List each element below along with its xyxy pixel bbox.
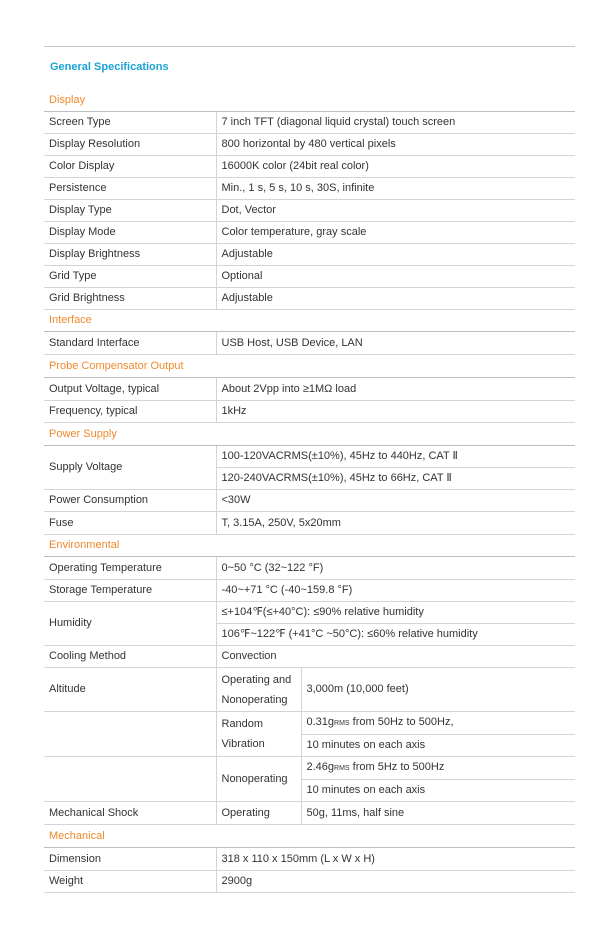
spec-value: 7 inch TFT (diagonal liquid crystal) touch screen <box>216 112 575 134</box>
table-row <box>44 222 575 244</box>
vibration-cond-line-2: Vibration <box>221 738 265 750</box>
spec-label: Fuse <box>44 512 216 535</box>
section-display <box>44 89 575 112</box>
spec-label: Color Display <box>44 156 216 178</box>
vibration-line-2: 10 minutes on each axis <box>306 739 426 751</box>
table-row <box>44 178 575 200</box>
table-row <box>44 580 575 602</box>
vibration-line-1 <box>302 712 576 735</box>
table-row <box>44 134 575 156</box>
spec-value: USB Host, USB Device, LAN <box>216 332 575 355</box>
spec-value <box>301 712 575 757</box>
spec-label: Grid Type <box>44 266 216 288</box>
spec-value: 0~50 °C (32~122 °F) <box>216 557 575 580</box>
vibration-g: 0.31g <box>306 716 335 728</box>
spec-value: 50g, 11ms, half sine <box>301 802 575 825</box>
spec-value: 1kHz <box>216 401 575 423</box>
spec-value <box>301 757 575 802</box>
spec-value: -40~+71 °C (-40~159.8 °F) <box>216 580 575 602</box>
nonop-rest: from 5Hz to 500Hz <box>349 761 445 773</box>
table-row <box>44 112 575 134</box>
section-label: Mechanical <box>44 825 575 848</box>
spec-value: About 2Vpp into ≥1MΩ load <box>216 378 575 401</box>
section-label: Probe Compensator Output <box>44 355 575 378</box>
section-environmental <box>44 535 575 557</box>
spec-label: Display Type <box>44 200 216 222</box>
table-row <box>44 602 575 646</box>
spec-label: Weight <box>44 871 216 893</box>
table-row <box>44 156 575 178</box>
spec-label: Persistence <box>44 178 216 200</box>
spec-label: Frequency, typical <box>44 401 216 423</box>
top-rule <box>44 46 575 47</box>
spec-label: Display Resolution <box>44 134 216 156</box>
spec-label: Supply Voltage <box>44 446 216 490</box>
spec-value: Optional <box>216 266 575 288</box>
section-label: Power Supply <box>44 423 575 446</box>
spec-label: Screen Type <box>44 112 216 134</box>
supply-line-1: 100-120VACRMS(±10%), 45Hz to 440Hz, CAT Ⅱ <box>217 446 576 468</box>
altitude-cond-line-1: Operating and <box>221 673 292 686</box>
spec-value: 800 horizontal by 480 vertical pixels <box>216 134 575 156</box>
rms-subscript: RMS <box>334 765 350 772</box>
table-row <box>44 802 575 825</box>
spec-value: Adjustable <box>216 244 575 266</box>
section-label: Display <box>44 89 575 112</box>
spec-table <box>44 89 575 893</box>
table-row <box>44 646 575 668</box>
humidity-line-2: 106℉~122℉ (+41°C ~50°C): ≤60% relative humidity <box>221 628 478 640</box>
spec-value: 3,000m (10,000 feet) <box>301 668 575 712</box>
table-row <box>44 200 575 222</box>
spec-label: Cooling Method <box>44 646 216 668</box>
spec-value: Dot, Vector <box>216 200 575 222</box>
table-row <box>44 757 575 802</box>
table-row <box>44 668 575 712</box>
spec-value: Min., 1 s, 5 s, 10 s, 30S, infinite <box>216 178 575 200</box>
table-row <box>44 446 575 490</box>
rms-subscript: RMS <box>334 720 350 727</box>
spec-value: 318 x 110 x 150mm (L x W x H) <box>216 848 575 871</box>
spec-label-empty <box>44 757 216 802</box>
spec-label: Humidity <box>44 602 216 646</box>
table-row <box>44 512 575 535</box>
section-power <box>44 423 575 446</box>
spec-condition <box>216 712 301 757</box>
altitude-cond-line-2: Nonoperating <box>221 693 288 706</box>
spec-label: Display Mode <box>44 222 216 244</box>
table-row <box>44 712 575 757</box>
spec-value: Adjustable <box>216 288 575 310</box>
spec-label: Output Voltage, typical <box>44 378 216 401</box>
nonop-line-2: 10 minutes on each axis <box>306 784 426 796</box>
table-row <box>44 244 575 266</box>
page-title: General Specifications <box>50 61 169 73</box>
section-interface <box>44 310 575 332</box>
section-probe <box>44 355 575 378</box>
spec-value <box>216 602 575 646</box>
table-row <box>44 557 575 580</box>
table-row <box>44 490 575 512</box>
supply-line-2: 120-240VACRMS(±10%), 45Hz to 66Hz, CAT Ⅱ <box>221 472 452 484</box>
table-row <box>44 848 575 871</box>
spec-label: Standard Interface <box>44 332 216 355</box>
spec-label: Altitude <box>44 668 216 712</box>
table-row <box>44 378 575 401</box>
spec-condition <box>216 668 301 712</box>
spec-label: Power Consumption <box>44 490 216 512</box>
spec-label-empty <box>44 712 216 757</box>
spec-label: Display Brightness <box>44 244 216 266</box>
spec-label: Dimension <box>44 848 216 871</box>
spec-value <box>216 446 575 490</box>
spec-condition: Operating <box>216 802 301 825</box>
section-label: Interface <box>44 310 575 332</box>
nonop-line-1 <box>302 757 576 780</box>
section-label: Environmental <box>44 535 575 557</box>
table-row <box>44 401 575 423</box>
vibration-rest: from 50Hz to 500Hz, <box>349 716 454 728</box>
spec-value: 16000K color (24bit real color) <box>216 156 575 178</box>
spec-value: T, 3.15A, 250V, 5x20mm <box>216 512 575 535</box>
spec-condition: Nonoperating <box>216 757 301 802</box>
table-row <box>44 266 575 288</box>
table-row <box>44 288 575 310</box>
spec-label: Storage Temperature <box>44 580 216 602</box>
spec-label: Grid Brightness <box>44 288 216 310</box>
spec-value: Color temperature, gray scale <box>216 222 575 244</box>
table-row <box>44 332 575 355</box>
table-row <box>44 871 575 893</box>
spec-value: <30W <box>216 490 575 512</box>
spec-label: Mechanical Shock <box>44 802 216 825</box>
nonop-g: 2.46g <box>306 761 335 773</box>
vibration-cond-line-1: Random <box>221 718 264 730</box>
spec-label: Operating Temperature <box>44 557 216 580</box>
spec-value: Convection <box>216 646 575 668</box>
spec-value: 2900g <box>216 871 575 893</box>
section-mechanical <box>44 825 575 848</box>
humidity-line-1: ≤+104℉(≤+40°C): ≤90% relative humidity <box>217 602 576 624</box>
